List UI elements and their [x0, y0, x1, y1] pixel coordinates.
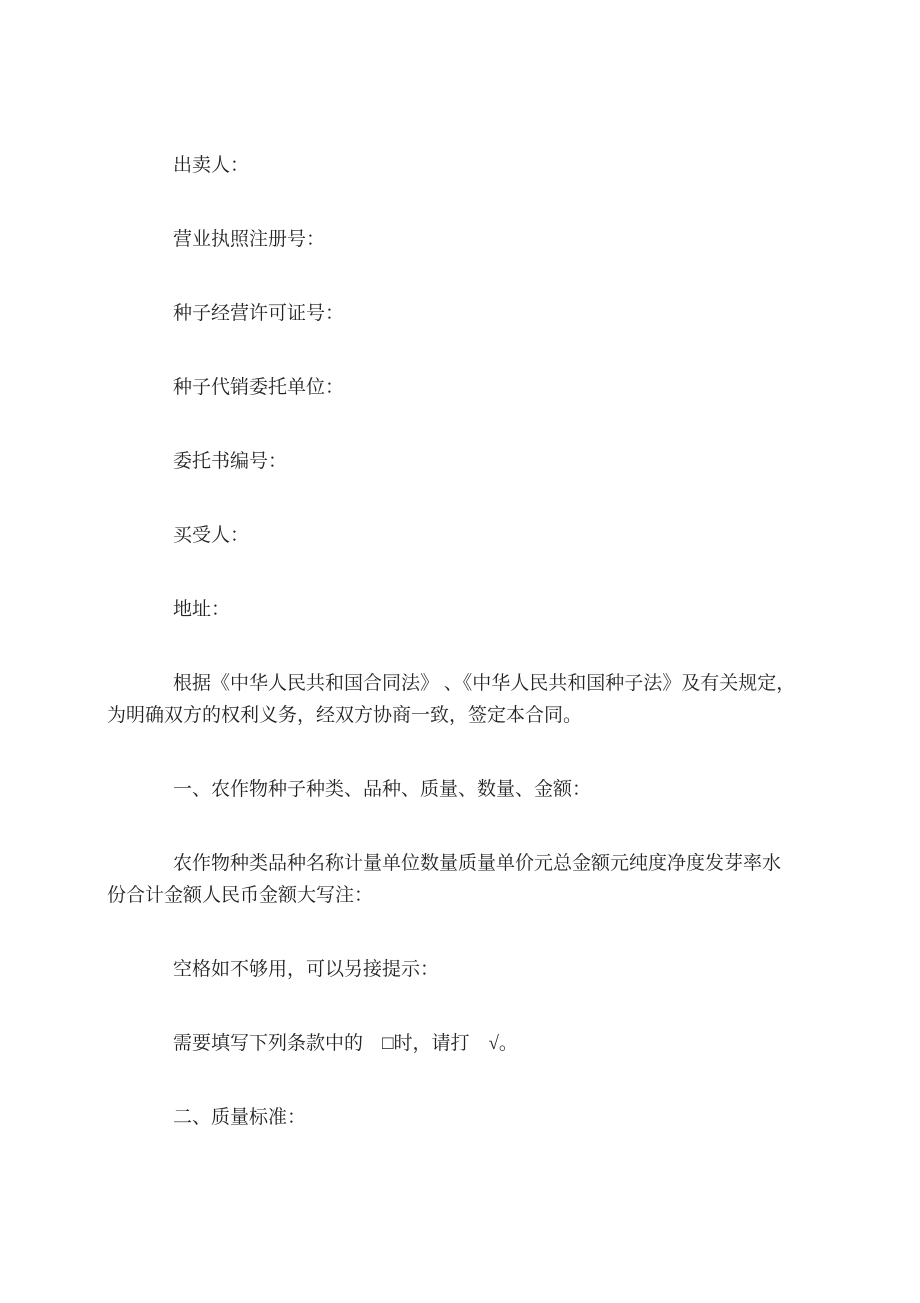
- space-note-line: [107, 954, 840, 986]
- business-license-line: [107, 224, 840, 256]
- address-label: 地址：: [173, 599, 231, 620]
- seller-label: 出卖人：: [173, 155, 250, 176]
- space-note-text: 空格如不够用，可以另接提示：: [173, 959, 440, 980]
- consignment-unit-label: 种子代销委托单位：: [173, 377, 345, 398]
- authorization-number-label: 委托书编号：: [173, 451, 288, 472]
- table-fields-line-1: 农作物种类品种名称计量单位数量质量单价元总金额元纯度净度发芽率水: [173, 853, 782, 874]
- preamble-paragraph: [107, 668, 840, 732]
- business-license-label: 营业执照注册号：: [173, 229, 326, 250]
- seed-permit-line: [107, 298, 840, 330]
- checkbox-instruction-text: 需要填写下列条款中的 □时，请打 √。: [173, 1033, 518, 1054]
- seed-permit-label: 种子经营许可证号：: [173, 303, 345, 324]
- preamble-line-2: 为明确双方的权利义务，经双方协商一致，签定本合同。: [107, 705, 583, 726]
- table-fields-line-2: 份合计金额人民币金额大写注：: [107, 885, 374, 906]
- section-1-heading-text: 一、农作物种子种类、品种、质量、数量、金额：: [173, 779, 592, 800]
- preamble-line-1: 根据《中华人民共和国合同法》 、《中华人民共和国种子法》及有关规定，: [173, 673, 796, 694]
- buyer-label: 买受人：: [173, 525, 250, 546]
- section-2-heading: [107, 1102, 840, 1134]
- section-2-heading-text: 二、质量标准：: [173, 1107, 307, 1128]
- section-1-heading: [107, 774, 840, 806]
- address-line: [107, 594, 840, 626]
- buyer-line: [107, 520, 840, 552]
- consignment-unit-line: [107, 372, 840, 404]
- table-fields-paragraph: [107, 848, 840, 912]
- seller-line: [107, 150, 840, 182]
- checkbox-instruction-line: [107, 1028, 840, 1060]
- authorization-number-line: [107, 446, 840, 478]
